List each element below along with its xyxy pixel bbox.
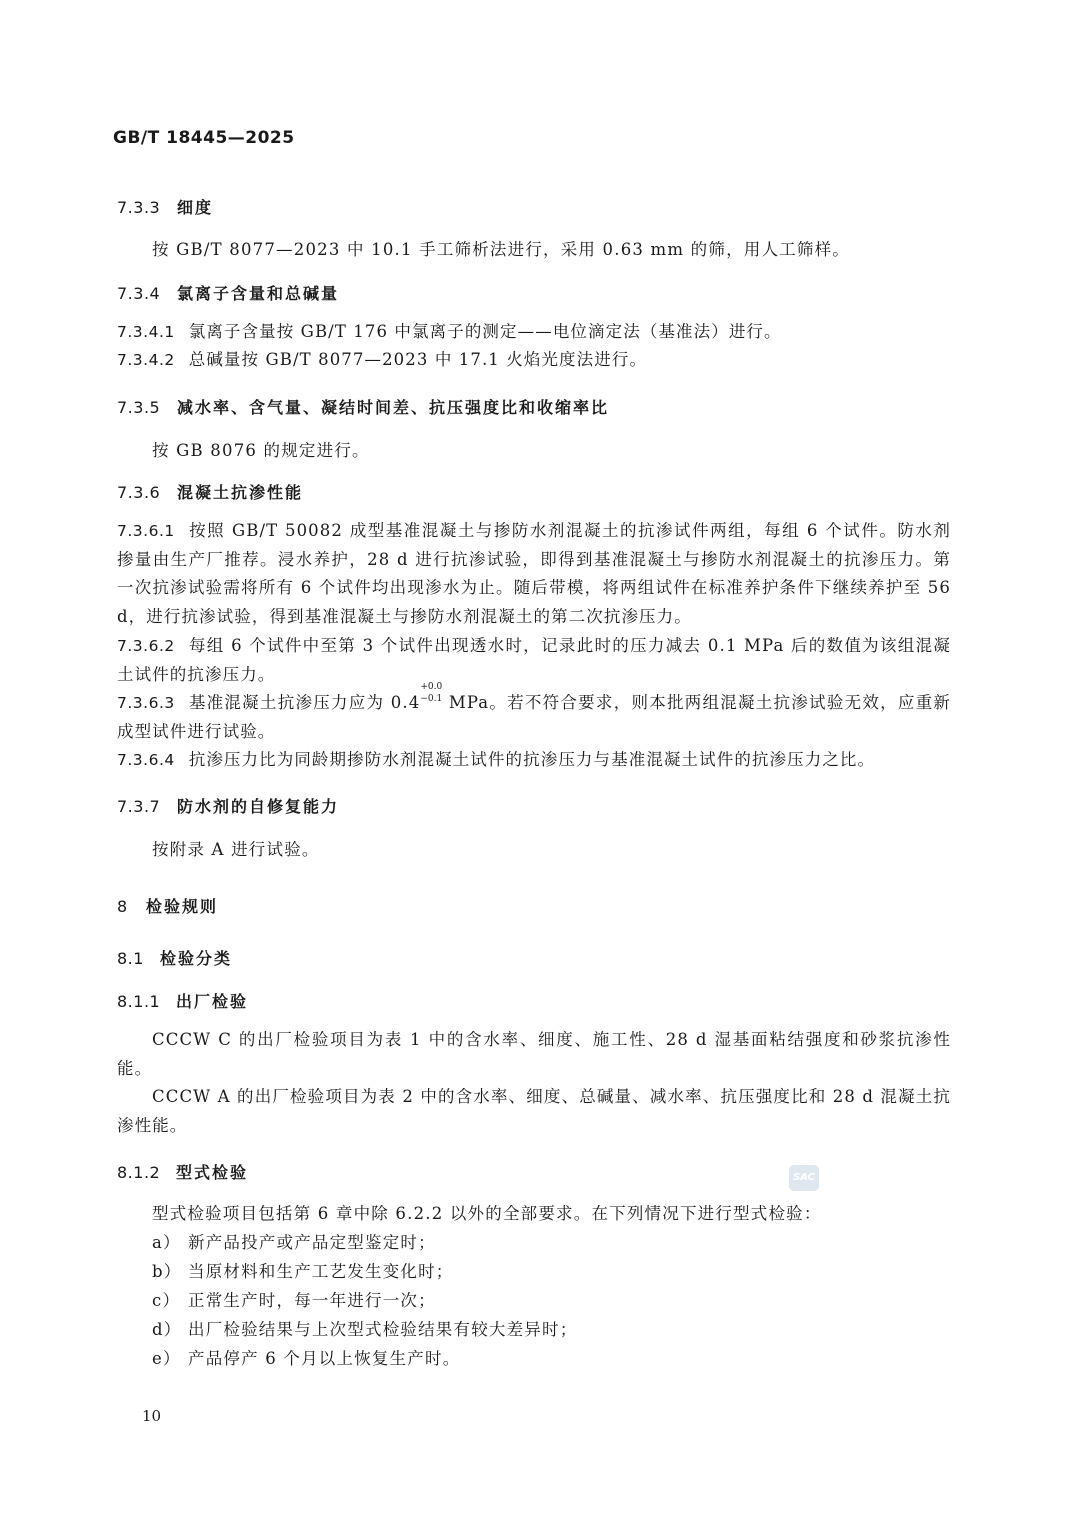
heading-title: 减水率、含气量、凝结时间差、抗压强度比和收缩率比: [177, 398, 610, 417]
paragraph-8-1-1-cccw-a: CCCW A 的出厂检验项目为表 2 中的含水率、细度、总碱量、减水率、抗压强度比和 28 d 混凝土抗渗性能。: [117, 1087, 951, 1135]
clause-text: 每组 6 个试件中至第 3 个试件出现透水时，记录此时的压力减去 0.1 MPa 后的数值为该组混凝土试件的抗渗压力。: [117, 636, 951, 684]
tolerance: [420, 682, 443, 708]
list-marker: e）: [152, 1349, 181, 1368]
clause-number: 7.3.4.1: [117, 323, 175, 341]
paragraph-7-3-7: 按附录 A 进行试验。: [152, 840, 320, 859]
heading-title: 检验规则: [146, 897, 219, 916]
heading-7-3-3: [117, 195, 213, 218]
list-marker: d）: [152, 1320, 182, 1339]
heading-7-3-6: [117, 480, 303, 503]
heading-8-1-1: [117, 989, 248, 1012]
list-text: 正常生产时，每一年进行一次；: [188, 1291, 436, 1310]
page-number: 10: [142, 1407, 162, 1425]
heading-number: 7.3.5: [117, 398, 161, 417]
paragraph-7-3-3: 按 GB/T 8077—2023 中 10.1 手工筛析法进行，采用 0.63 mm 的筛，用人工筛样。: [152, 240, 850, 259]
clause-text: 总碱量按 GB/T 8077—2023 中 17.1 火焰光度法进行。: [188, 350, 648, 369]
clause-text-pre: 基准混凝土抗渗压力应为 0.4: [188, 693, 421, 712]
clause-7-3-6-1: [117, 517, 951, 632]
clause-number: 7.3.6.2: [117, 637, 175, 655]
list-item: [152, 1258, 454, 1282]
list-item: [152, 1229, 436, 1253]
heading-7-3-7: [117, 794, 339, 817]
heading-number: 8.1.2: [117, 1163, 161, 1182]
list-item: [152, 1287, 436, 1311]
heading-number: 8.1.1: [117, 992, 161, 1011]
heading-number: 7.3.4: [117, 284, 161, 303]
paragraph-7-3-5: 按 GB 8076 的规定进行。: [152, 441, 370, 460]
heading-number: 7.3.6: [117, 483, 161, 502]
clause-text-post: MPa。若不符合要求，则本批两组混凝土抗渗试验无效，应重新成型试件进行试验。: [117, 693, 951, 741]
heading-7-3-5: [117, 395, 609, 418]
heading-8-1-2: [117, 1160, 248, 1183]
clause-number: 7.3.6.3: [117, 694, 175, 712]
clause-text: 按照 GB/T 50082 成型基准混凝土与掺防水剂混凝土的抗渗试件两组，每组 6 个试件。防水剂掺量由生产厂推荐。浸水养护，28 d 进行抗渗试验，即得到基准混凝土与掺防水剂混凝土的抗渗压力。第一次抗渗试验需将所有 6 个试件均出现渗水为止。随后带模，将两组试件在标准养护条件下继续养护至 56 d，进行抗渗试验，得到基准混凝土与掺防水剂混凝土的第二次抗渗压力。: [117, 521, 951, 627]
heading-title: 型式检验: [176, 1163, 249, 1182]
paragraph-8-1-1-cccw-c: CCCW C 的出厂检验项目为表 1 中的含水率、细度、施工性、28 d 湿基面粘结强度和砂浆抗渗性能。: [117, 1030, 951, 1078]
heading-number: 8.1: [117, 949, 144, 968]
tolerance-upper: +0.0: [420, 682, 443, 692]
list-marker: b）: [152, 1262, 182, 1281]
list-text: 当原材料和生产工艺发生变化时；: [188, 1262, 454, 1281]
heading-number: 8: [117, 897, 128, 916]
heading-7-3-4: [117, 281, 339, 304]
list-text: 产品停产 6 个月以上恢复生产时。: [188, 1349, 461, 1368]
clause-number: 7.3.6.4: [117, 751, 175, 769]
heading-8: [117, 894, 218, 917]
list-text: 新产品投产或产品定型鉴定时；: [188, 1233, 436, 1252]
list-marker: a）: [152, 1233, 181, 1252]
clause-7-3-6-4: [117, 746, 951, 775]
list-item: [152, 1316, 577, 1340]
paragraph-8-1-2-intro: 型式检验项目包括第 6 章中除 6.2.2 以外的全部要求。在下列情况下进行型式检验：: [152, 1204, 822, 1223]
tolerance-lower: −0.1: [420, 694, 443, 704]
clause-number: 7.3.4.2: [117, 351, 175, 369]
clause-7-3-6-2: [117, 632, 951, 689]
sac-watermark-logo: SAC: [789, 1165, 819, 1191]
heading-title: 混凝土抗渗性能: [177, 483, 304, 502]
heading-title: 细度: [177, 198, 214, 217]
clause-text: 氯离子含量按 GB/T 176 中氯离子的测定——电位滴定法（基准法）进行。: [188, 322, 782, 341]
heading-number: 7.3.3: [117, 198, 161, 217]
standard-code: GB/T 18445—2025: [113, 128, 295, 148]
clause-7-3-4-2: [117, 346, 951, 375]
heading-title: 出厂检验: [176, 992, 249, 1011]
list-text: 出厂检验结果与上次型式检验结果有较大差异时；: [188, 1320, 578, 1339]
heading-title: 氯离子含量和总碱量: [177, 284, 340, 303]
heading-8-1: [117, 946, 232, 969]
heading-number: 7.3.7: [117, 797, 161, 816]
heading-title: 检验分类: [160, 949, 233, 968]
list-marker: c）: [152, 1291, 181, 1310]
clause-text: 抗渗压力比为同龄期掺防水剂混凝土试件的抗渗压力与基准混凝土试件的抗渗压力之比。: [188, 750, 876, 769]
clause-number: 7.3.6.1: [117, 522, 175, 540]
clause-7-3-6-3: [117, 682, 951, 746]
list-item: [152, 1345, 460, 1369]
heading-title: 防水剂的自修复能力: [177, 797, 340, 816]
clause-7-3-4-1: [117, 318, 951, 347]
